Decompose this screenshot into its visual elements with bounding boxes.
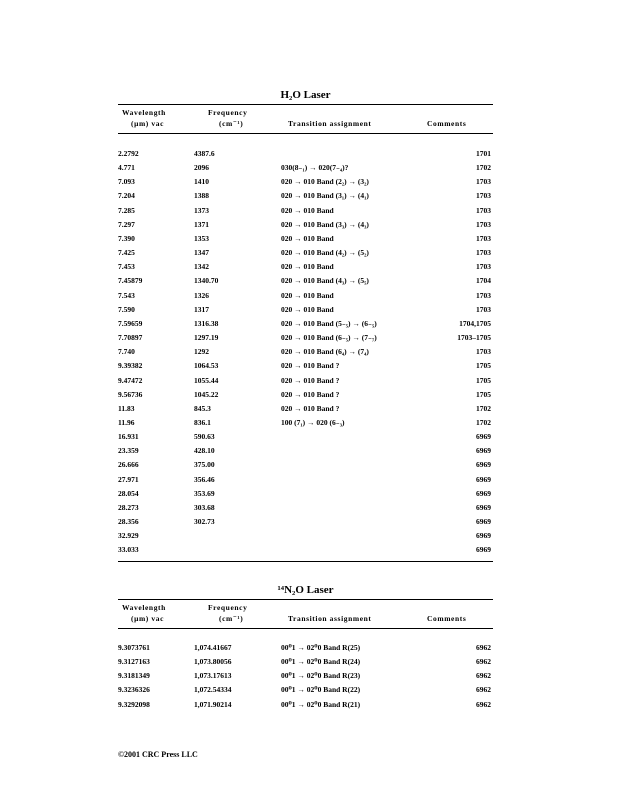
comments-cell: 1702	[476, 417, 491, 427]
comments-header: Comments	[427, 119, 467, 128]
frequency-cell: 303.68	[194, 502, 215, 512]
table-row	[118, 444, 493, 458]
comments-cell: 6962	[476, 671, 491, 681]
frequency-cell: 1353	[194, 233, 209, 243]
frequency-cell: 356.46	[194, 474, 215, 484]
transition-cell: 020 → 010 Band	[281, 233, 334, 243]
n2o-table-title: ¹⁴N₂O Laser	[277, 584, 334, 596]
comments-cell: 1705	[476, 389, 491, 399]
h2o-table-body	[118, 147, 493, 558]
frequency-cell: 1,073.17613	[194, 671, 232, 681]
table-row	[118, 430, 493, 444]
frequency-cell: 845.3	[194, 403, 211, 413]
comments-cell: 6969	[476, 531, 491, 541]
table-row	[118, 641, 493, 655]
comments-cell: 6962	[476, 699, 491, 709]
wavelength-cell: 7.297	[118, 219, 135, 229]
comments-cell: 6969	[476, 460, 491, 470]
table-row	[118, 303, 493, 317]
frequency-cell: 1,073.80056	[194, 657, 232, 667]
comments-cell: 6969	[476, 432, 491, 442]
frequency-cell: 375.00	[194, 460, 215, 470]
frequency-cell: 1,074.41667	[194, 643, 232, 652]
table-row	[118, 515, 493, 529]
table-row	[118, 388, 493, 402]
h2o-table-title: H₂O Laser	[280, 89, 331, 101]
wavelength-cell: 16.931	[118, 432, 139, 442]
frequency-cell: 1297.19	[194, 333, 219, 343]
table-row	[118, 698, 493, 712]
wavelength-cell: 7.453	[118, 262, 135, 272]
comments-cell: 6969	[476, 517, 491, 527]
frequency-cell: 1373	[194, 205, 209, 215]
wavelength-cell: 11.83	[118, 403, 135, 413]
comments-cell: 6962	[476, 657, 491, 667]
table-row	[118, 543, 493, 557]
transition-cell: 020 → 010 Band (2₂) → (3₂)	[281, 177, 369, 187]
transition-cell: 00⁰1 → 02⁰0 Band R(23)	[281, 671, 361, 681]
comments-cell: 1703	[476, 290, 491, 300]
transition-cell: 020 → 010 Band ?	[281, 361, 340, 371]
comments-header: Comments	[427, 614, 467, 623]
frequency-cell: 1317	[194, 304, 209, 314]
table-row	[118, 246, 493, 260]
comments-cell: 1703	[476, 347, 491, 357]
comments-cell: 1702	[476, 403, 491, 413]
frequency-cell: 353.69	[194, 488, 215, 498]
frequency-cell: 1,072.54334	[194, 685, 232, 695]
table-row	[118, 147, 493, 161]
table-row	[118, 204, 493, 218]
transition-cell: 020 → 010 Band	[281, 205, 334, 215]
comments-cell: 1703–1705	[457, 333, 491, 343]
table-row	[118, 232, 493, 246]
header-rule	[118, 628, 493, 629]
wavelength-cell: 28.356	[118, 517, 139, 527]
table-row	[118, 189, 493, 203]
frequency-cell: 1347	[194, 248, 209, 258]
table-row	[118, 655, 493, 669]
table-row	[118, 683, 493, 697]
wavelength-cell: 9.3292098	[118, 699, 150, 709]
frequency-cell: 836.1	[194, 417, 211, 427]
transition-header: Transition assignment	[288, 119, 372, 128]
table-row	[118, 289, 493, 303]
comments-cell: 6969	[476, 474, 491, 484]
comments-cell: 1704,1705	[459, 318, 491, 328]
comments-cell: 1703	[476, 262, 491, 272]
wavelength-cell: 23.359	[118, 446, 139, 456]
frequency-cell: 590.63	[194, 432, 215, 442]
transition-cell: 100 (7₁) → 020 (6₋₃)	[281, 417, 345, 427]
wavelength-cell: 2.2792	[118, 149, 139, 158]
transition-cell: 020 → 010 Band	[281, 304, 334, 314]
frequency-cell: 1064.53	[194, 361, 219, 371]
header-rule	[118, 133, 493, 134]
comments-cell: 6969	[476, 446, 491, 456]
transition-cell: 020 → 010 Band (3₁) → (4₁)	[281, 191, 369, 201]
frequency-unit-header: (cm⁻¹)	[219, 119, 244, 128]
frequency-cell: 1045.22	[194, 389, 219, 399]
frequency-cell: 1292	[194, 347, 209, 357]
comments-cell: 1704	[476, 276, 491, 286]
transition-cell: 020 → 010 Band	[281, 262, 334, 272]
wavelength-unit-header: (μm) vac	[131, 119, 164, 128]
wavelength-cell: 7.093	[118, 177, 135, 187]
wavelength-cell: 7.425	[118, 248, 135, 258]
wavelength-unit-header: (μm) vac	[131, 614, 164, 623]
comments-cell: 1703	[476, 219, 491, 229]
wavelength-cell: 7.543	[118, 290, 135, 300]
frequency-cell: 1371	[194, 219, 209, 229]
transition-cell: 020 → 010 Band (4₂) → (5₂)	[281, 248, 369, 258]
transition-cell: 00⁰1 → 02⁰0 Band R(24)	[281, 657, 361, 667]
table-row	[118, 669, 493, 683]
table-row	[118, 374, 493, 388]
frequency-cell: 1,071.90214	[194, 699, 232, 709]
copyright-footer: ©2001 CRC Press LLC	[118, 750, 198, 759]
transition-cell: 00⁰1 → 02⁰0 Band R(22)	[281, 685, 361, 695]
transition-cell: 020 → 010 Band (6₋₅) → (7₋₇)	[281, 333, 377, 343]
table-row	[118, 487, 493, 501]
comments-cell: 6969	[476, 502, 491, 512]
frequency-cell: 1342	[194, 262, 209, 272]
wavelength-header: Wavelength	[122, 108, 166, 117]
transition-cell: 020 → 010 Band ?	[281, 403, 340, 413]
wavelength-cell: 9.3181349	[118, 671, 150, 681]
wavelength-cell: 4.771	[118, 163, 135, 173]
comments-cell: 1703	[476, 248, 491, 258]
wavelength-cell: 7.740	[118, 347, 135, 357]
wavelength-cell: 7.59659	[118, 318, 143, 328]
transition-cell: 00⁰1 → 02⁰0 Band R(21)	[281, 699, 361, 709]
wavelength-cell: 28.273	[118, 502, 139, 512]
frequency-cell: 1410	[194, 177, 209, 187]
table-row	[118, 331, 493, 345]
frequency-cell: 302.73	[194, 517, 215, 527]
transition-cell: 020 → 010 Band	[281, 290, 334, 300]
comments-cell: 6962	[476, 685, 491, 695]
table-row	[118, 416, 493, 430]
comments-cell: 6962	[476, 643, 491, 652]
comments-cell: 1703	[476, 233, 491, 243]
table-row	[118, 218, 493, 232]
comments-cell: 1705	[476, 375, 491, 385]
frequency-cell: 1055.44	[194, 375, 219, 385]
table-row	[118, 175, 493, 189]
frequency-cell: 1388	[194, 191, 209, 201]
wavelength-cell: 9.3236326	[118, 685, 150, 695]
table-row	[118, 345, 493, 359]
table-row	[118, 529, 493, 543]
transition-cell: 020 → 010 Band (4₃) → (5₅)	[281, 276, 369, 286]
frequency-cell: 4387.6	[194, 149, 215, 158]
wavelength-cell: 32.929	[118, 531, 139, 541]
wavelength-cell: 27.971	[118, 474, 139, 484]
wavelength-cell: 7.285	[118, 205, 135, 215]
wavelength-cell: 7.390	[118, 233, 135, 243]
wavelength-cell: 9.3127163	[118, 657, 150, 667]
wavelength-cell: 7.45879	[118, 276, 143, 286]
transition-cell: 020 → 010 Band ?	[281, 375, 340, 385]
frequency-header: Frequency	[208, 108, 248, 117]
comments-cell: 1703	[476, 205, 491, 215]
wavelength-cell: 7.204	[118, 191, 135, 201]
wavelength-header: Wavelength	[122, 603, 166, 612]
wavelength-cell: 11.96	[118, 417, 135, 427]
table-row	[118, 359, 493, 373]
transition-cell: 020 → 010 Band (3₃) → (4₃)	[281, 219, 369, 229]
frequency-cell: 1316.38	[194, 318, 219, 328]
table-row	[118, 317, 493, 331]
comments-cell: 1705	[476, 361, 491, 371]
comments-cell: 1701	[476, 149, 491, 158]
bottom-rule	[118, 561, 493, 562]
comments-cell: 1702	[476, 163, 491, 173]
frequency-unit-header: (cm⁻¹)	[219, 614, 244, 623]
table-row	[118, 274, 493, 288]
wavelength-cell: 9.39382	[118, 361, 143, 371]
transition-cell: 020 → 010 Band (5₋₅) → (6₋₅)	[281, 318, 377, 328]
h2o-laser-table	[118, 88, 493, 562]
frequency-cell: 428.10	[194, 446, 215, 456]
table-header	[118, 105, 493, 131]
table-row	[118, 260, 493, 274]
n2o-laser-table	[118, 583, 493, 712]
wavelength-cell: 9.3073761	[118, 643, 150, 652]
comments-cell: 1703	[476, 177, 491, 187]
table-header	[118, 600, 493, 626]
comments-cell: 1703	[476, 191, 491, 201]
comments-cell: 1703	[476, 304, 491, 314]
wavelength-cell: 26.666	[118, 460, 139, 470]
transition-header: Transition assignment	[288, 614, 372, 623]
n2o-table-body	[118, 641, 493, 712]
table-row	[118, 501, 493, 515]
transition-cell: 020 → 010 Band (6₄) → (7₄)	[281, 347, 369, 357]
table-row	[118, 402, 493, 416]
frequency-cell: 2096	[194, 163, 209, 173]
table-row	[118, 458, 493, 472]
transition-cell: 00⁰1 → 02⁰0 Band R(25)	[281, 643, 361, 652]
transition-cell: 030(8₋₁) → 020(7₋₄)?	[281, 163, 349, 173]
frequency-header: Frequency	[208, 603, 248, 612]
comments-cell: 6969	[476, 488, 491, 498]
wavelength-cell: 9.47472	[118, 375, 143, 385]
frequency-cell: 1340.70	[194, 276, 219, 286]
wavelength-cell: 28.054	[118, 488, 139, 498]
table-row	[118, 473, 493, 487]
wavelength-cell: 9.56736	[118, 389, 143, 399]
frequency-cell: 1326	[194, 290, 209, 300]
transition-cell: 020 → 010 Band ?	[281, 389, 340, 399]
wavelength-cell: 33.033	[118, 545, 139, 555]
table-row	[118, 161, 493, 175]
comments-cell: 6969	[476, 545, 491, 555]
wavelength-cell: 7.70897	[118, 333, 143, 343]
wavelength-cell: 7.590	[118, 304, 135, 314]
